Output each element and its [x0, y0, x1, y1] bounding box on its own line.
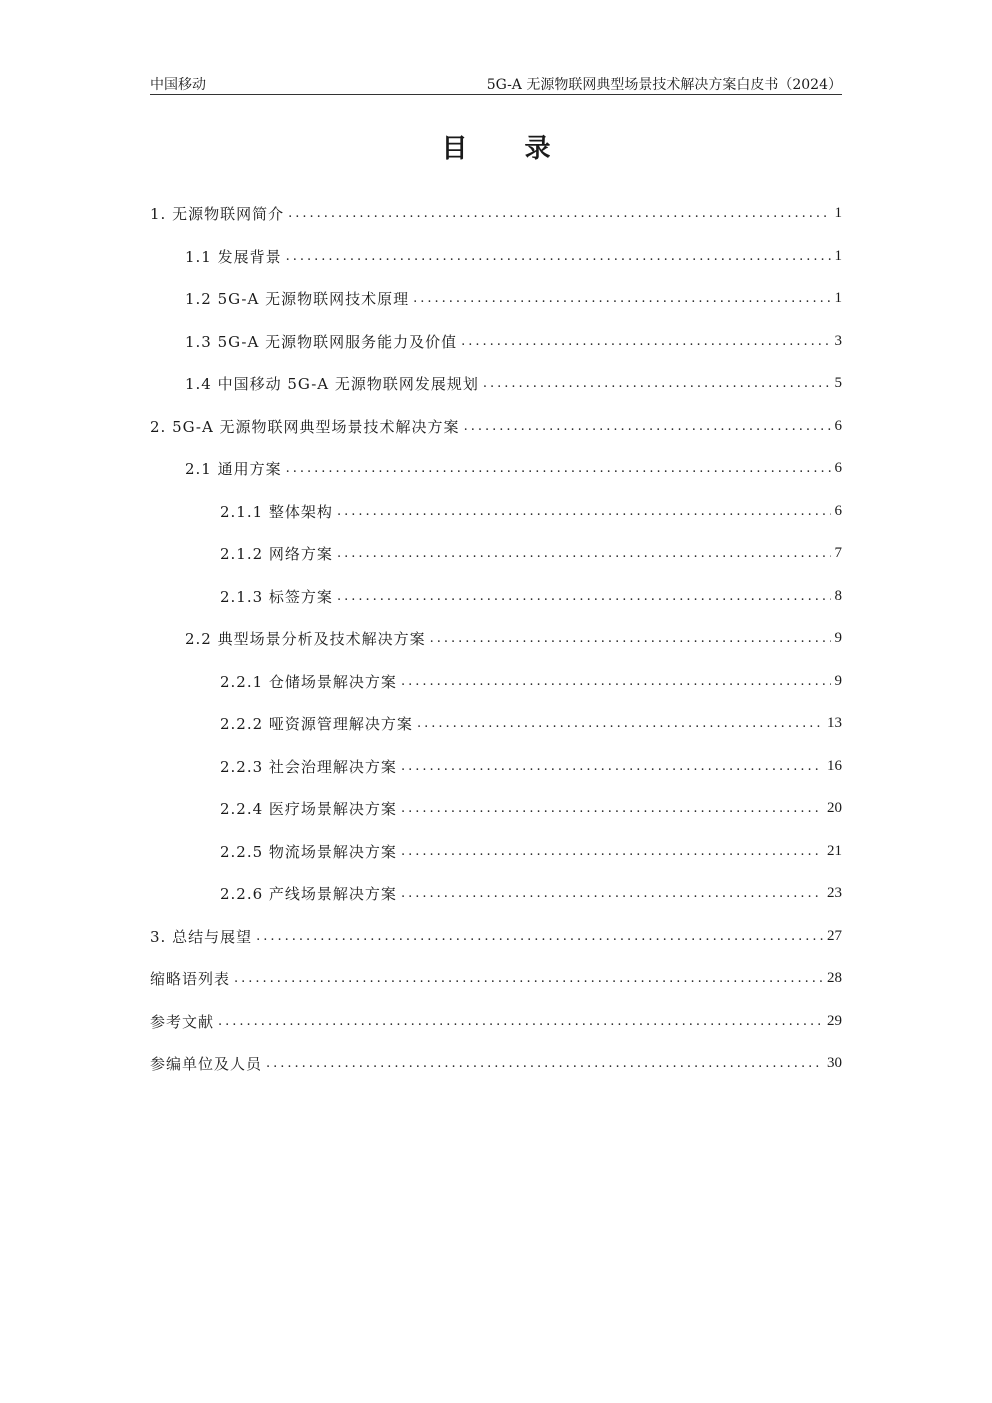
toc-entry-label: 3. 总结与展望: [150, 927, 253, 946]
toc-entry-page: 27: [827, 927, 842, 944]
toc-entry-2-1[interactable]: [185, 453, 842, 483]
toc-entry-1-1[interactable]: [185, 241, 842, 271]
toc-entry-1-3[interactable]: [185, 326, 842, 356]
toc-entry-label: 2.2.2 哑资源管理解决方案: [220, 714, 413, 733]
toc-entry-page: 3: [834, 332, 842, 349]
toc-entry-2-2-3[interactable]: [220, 751, 842, 781]
toc-leader-dots: [464, 419, 831, 434]
toc-entry-label: 缩略语列表: [150, 969, 231, 988]
toc-entry-page: 23: [827, 884, 842, 901]
header-org-name: 中国移动: [150, 77, 206, 93]
toc-entry-label: 2.2.4 医疗场景解决方案: [220, 799, 397, 818]
toc-entry-page: 5: [834, 374, 842, 391]
toc-entry-page: 21: [827, 842, 842, 859]
toc-entry-page: 20: [827, 799, 842, 816]
toc-leader-dots: [413, 291, 830, 306]
toc-entry-2-1-1[interactable]: [220, 496, 842, 526]
toc-leader-dots: [461, 334, 830, 349]
toc-entry-page: 6: [834, 459, 842, 476]
toc-leader-dots: [401, 844, 823, 859]
toc-entry-page: 30: [827, 1054, 842, 1071]
toc-leader-dots: [286, 249, 831, 264]
toc-entry-contributors[interactable]: [150, 1048, 842, 1078]
toc-entry-page: 1: [834, 289, 842, 306]
toc-leader-dots: [401, 759, 823, 774]
toc-leader-dots: [417, 716, 823, 731]
toc-entry-page: 16: [827, 757, 842, 774]
toc-entry-page: 9: [834, 629, 842, 646]
page-title: 目 录: [441, 134, 575, 164]
toc-entry-page: 13: [827, 714, 842, 731]
toc-leader-dots: [430, 631, 831, 646]
toc-entry-page: 6: [834, 417, 842, 434]
toc-entry-label: 参编单位及人员: [150, 1054, 263, 1073]
toc-entry-1[interactable]: [150, 198, 842, 228]
toc-entry-3[interactable]: [150, 921, 842, 951]
toc-leader-dots: [266, 1056, 823, 1071]
toc-entry-label: 1.2 5G-A 无源物联网技术原理: [185, 289, 410, 308]
toc-entry-label: 1.1 发展背景: [185, 247, 282, 266]
toc-entry-label: 1.4 中国移动 5G-A 无源物联网发展规划: [185, 374, 479, 393]
toc-entry-label: 2.2 典型场景分析及技术解决方案: [185, 629, 426, 648]
toc-leader-dots: [234, 971, 823, 986]
toc-entry-label: 1.3 5G-A 无源物联网服务能力及价值: [185, 332, 458, 351]
toc-entry-2-2-2[interactable]: [220, 708, 842, 738]
toc-entry-references[interactable]: [150, 1006, 842, 1036]
toc-leader-dots: [218, 1014, 823, 1029]
toc-entry-2-2[interactable]: [185, 623, 842, 653]
toc-entry-label: 2.1 通用方案: [185, 459, 282, 478]
toc-leader-dots: [256, 929, 823, 944]
toc-entry-label: 2.2.1 仓储场景解决方案: [220, 672, 397, 691]
toc-entry-1-2[interactable]: [185, 283, 842, 313]
header-document-title: 5G-A 无源物联网典型场景技术解决方案白皮书（2024）: [486, 77, 842, 93]
toc-entry-2[interactable]: [150, 411, 842, 441]
toc-entry-page: 6: [834, 502, 842, 519]
toc-entry-label: 2.2.6 产线场景解决方案: [220, 884, 397, 903]
toc-leader-dots: [337, 546, 831, 561]
toc-entry-page: 1: [834, 204, 842, 221]
toc-entry-2-1-3[interactable]: [220, 581, 842, 611]
toc-entry-label: 2.2.3 社会治理解决方案: [220, 757, 397, 776]
toc-leader-dots: [286, 461, 831, 476]
toc-entry-abbreviations[interactable]: [150, 963, 842, 993]
toc-entry-label: 参考文献: [150, 1012, 215, 1031]
toc-entry-2-2-1[interactable]: [220, 666, 842, 696]
toc-entry-label: 2.1.3 标签方案: [220, 587, 333, 606]
toc-leader-dots: [337, 504, 831, 519]
toc-entry-page: 9: [834, 672, 842, 689]
toc-entry-label: 2.2.5 物流场景解决方案: [220, 842, 397, 861]
toc-leader-dots: [288, 206, 830, 221]
toc-leader-dots: [401, 674, 831, 689]
page-header: [150, 70, 842, 95]
toc-entry-label: 2.1.1 整体架构: [220, 502, 333, 521]
toc-entry-label: 2.1.2 网络方案: [220, 544, 333, 563]
toc-entry-2-2-5[interactable]: [220, 836, 842, 866]
toc-entry-page: 8: [834, 587, 842, 604]
toc-entry-2-2-4[interactable]: [220, 793, 842, 823]
toc-leader-dots: [401, 801, 823, 816]
toc-entry-page: 7: [834, 544, 842, 561]
toc-entry-2-2-6[interactable]: [220, 878, 842, 908]
toc-leader-dots: [401, 886, 823, 901]
toc-entry-page: 28: [827, 969, 842, 986]
toc-leader-dots: [483, 376, 831, 391]
toc-entry-page: 29: [827, 1012, 842, 1029]
toc-entry-label: 1. 无源物联网简介: [150, 204, 285, 223]
toc-entry-label: 2. 5G-A 无源物联网典型场景技术解决方案: [150, 417, 460, 436]
toc-entry-page: 1: [834, 247, 842, 264]
toc-entry-2-1-2[interactable]: [220, 538, 842, 568]
toc-entry-1-4[interactable]: [185, 368, 842, 398]
toc-leader-dots: [337, 589, 831, 604]
